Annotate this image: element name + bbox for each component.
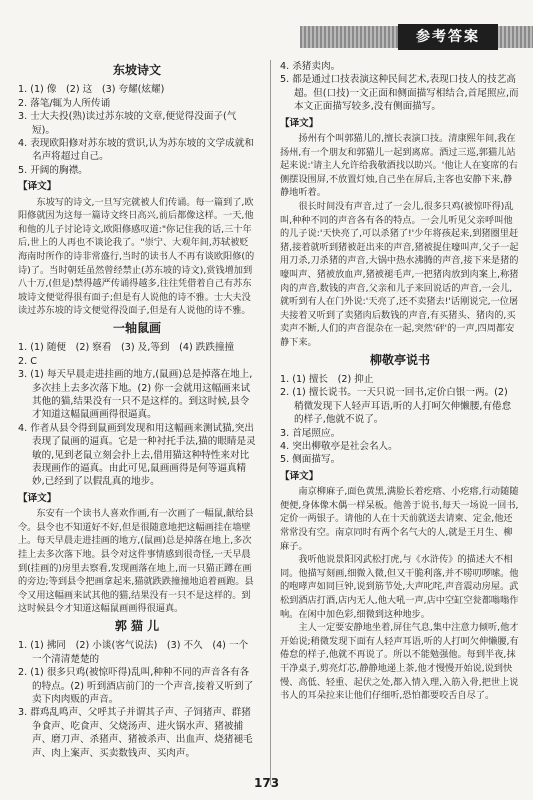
answer-list-dongpo [18, 83, 256, 177]
answer-item: 4. 作者从县令得到鼠画到发现和用这幅画来测试猫,突出表现了鼠画的逼真。它是一种衬托手法,猫的眼睛是灵敏的,见到老鼠立刻会扑上去,借用猫这种特性来对比表现画作的逼真。由此可见,鼠画画得是何等逼真精妙,已经到了以假乱真的地步。 [18, 422, 256, 488]
header-title: 参考答案 [398, 24, 498, 50]
right-column [280, 60, 520, 703]
answer-item: 3. 首尾照应。 [280, 427, 341, 439]
answer-list-liujingting [280, 373, 520, 467]
translation-paragraph: 很长时间没有声音,过了一会儿,很多只鸡(被惊吓得)乱叫,种种不同的声音各有各的特点。一会儿听见父亲呼叫他的儿子说:'天快亮了,可以杀猪了!'少年将孩起来,到猪圈里赶猪,接着就听到猪被赶出来的声音,猪被捉住嚎叫声,父子一起用刀杀,刀杀猪的声音,大锅中热水沸腾的声音,接下来是猪的嚎叫声、猪被放血声,猪被褪毛声,一把猪肉放到肉案上,称猪肉的声音,数钱的声音,父亲和儿子来回说话的声音,一会儿,就听到有人在门外说:'天亮了,还不卖猪去!'话刚说完,一位屠夫接着又听到了卖猪肉后数钱的声音,有买猪头、猪肉的,买卖声不断,人们的声音混杂在一起,突然'砰'的一声,四周都安静下来。 [280, 201, 519, 348]
translation-paragraph: 主人一定要安静地坐着,屏住气息,集中注意力倾听,他才开始说;稍微发现下面有人轻声耳语,听的人打呵欠伸懒腰,有倦怠的样子,他就不再说了。所以不能勉强他。每到半夜,抹干净桌子,剪亮灯芯,静静地递上茶,他才慢慢开始说,说到快慢、高低、轻重、起伏之处,都入情入理,入筋入骨,把世上说书人的耳朵拉来让他们仔细听,恐怕都要咬舌自尽了。 [280, 622, 519, 702]
answer-item: 3. 群鸡乱鸣声、父呼其子并谓其子声、子饲猪声、群猪争食声、吃食声、父烧汤声、进火锅水声、猪被捕声、磨刀声、杀猪声、猪被杀声、出血声、烧猪褪毛声、肉上案声、买卖数钱声、买肉声。 [18, 707, 253, 759]
answer-item: 3. (1) 每天早晨走进挂画的地方,(鼠画)总是掉落在地上,多次挂上去多次落下地。(2) 你一会就用这幅画来试其他的猫,结果没有一只不是这样的。到这时候,县令才知道这幅鼠画画得很逼真。 [18, 369, 253, 421]
section-title-shuhua: 一轴鼠画 [112, 321, 161, 335]
answer-item: 1. (1) 像 (2) 这 (3) 夸耀(炫耀) [18, 84, 165, 96]
watermark-logo [440, 760, 532, 794]
column-divider [270, 60, 271, 785]
answer-item: 4. 表现欧阳修对苏东坡的赏识,认为苏东坡的文学成就和名声将超过自己。 [18, 138, 254, 163]
answer-item: 1. (1) 擅长 (2) 抑止 [280, 373, 374, 385]
answer-item: 4. 杀猪卖肉。 [280, 61, 341, 72]
answer-list-shuhua [18, 341, 256, 488]
left-column [18, 60, 256, 760]
answer-item: 3. 士大夫投(熟)读过苏东坡的文章,便觉得没面子(气短)。 [18, 111, 237, 136]
translation-label: 【译文】 [280, 117, 319, 129]
answer-item: 4. 突出柳敬亭是社会名人。 [280, 440, 398, 452]
section-title-liujingting: 柳敬亭说书 [369, 352, 430, 367]
translation-paragraph: 扬州有个叫郭猫儿的,擅长表演口技。清康熙年间,我在扬州,有一个朋友和郭猫儿一起到离席。酒过三巡,郭猫儿站起来说:'请主人允许给我敬酒找以助兴。'他让人在宴席的右侧摆设围屏,不放置灯烛,自己坐在屏后,主客也安静下来,静静地听着。 [280, 133, 518, 199]
answer-item: 5. 都是通过口技表演这种民间艺术,表现口技人的技艺高超。但(口技)一文正面和侧面描写相结合,首尾照应,而本文正面描写较多,没有侧面描写。 [280, 74, 519, 113]
translation-label: 【译文】 [18, 181, 57, 193]
answer-item: 2. (1) 很多只鸡(被惊吓得)乱叫,种种不同的声音各有各的特点。(2) 听到酒店前门的一个声音,接着又听到了卖下肉肉贩的声音。 [18, 667, 254, 706]
answer-item: 1. (1) 拂同 (2) 小谈(客气说法) (3) 不久 (4) 一个一个清清楚楚的 [18, 640, 249, 665]
page-number: 173 [254, 776, 280, 790]
translation-paragraph: 东坡写的诗文,一旦写完就被人们传诵。每一篇到了,欧阳修就因为这每一篇诗文终日高兴,前后都像这样。一天,他和他的儿子讨论诗文,欧阳修感叹道:"你记住我的话,三十年后,世上的人再也不谈论我了。"崇宁、大观年间,苏轼被贬海南时所作的诗非常盛行,当时的读书人不再有谈欧阳修(的诗)了。当时朝廷虽然曾经禁止(苏东坡的诗文),赏钱增加到八十万,(但是)禁得越严传诵得越多,往往凭借着自己有苏东坡诗文便觉得很有面子;但是有人说他的诗不雅。士大夫没读过苏东坡的诗文便觉得没面子,但是有人说他的诗不雅。 [18, 196, 255, 317]
translation-paragraph: 我听他说景阳冈武松打虎,与《水浒传》的描述大不相同。他描写刻画,细微入微,但又干脆利落,并不唠叨啰嗦。他的咆哮声如同巨钟,说到筋节处,大声叱咤,声音震动房屋。武松到酒店打酒,店内无人,他大吼一声,店中空缸空瓮都嗡嗡作响。在闲中加色彩,细微到这种地步。 [280, 554, 519, 620]
answer-item: 5. 侧面描写。 [280, 454, 341, 466]
answer-item: 2. C [18, 355, 37, 367]
translation-label: 【译文】 [18, 492, 57, 504]
translation-paragraph: 东安有一个读书人喜欢作画,有一次画了一幅鼠,献给县令。县令也不知道好不好,但是很随意地把这幅画挂在墙壁上。每天早晨走进挂画的地方,(鼠画)总是掉落在地上,多次挂上去多次落下地。县令对这件事情感到很奇怪,一天早晨到(挂画的)房里去察看,发现画落在地上,而一只猫正蹲在画的旁边;等到县令把画拿起来,猫就跌跌撞撞地追着画跑。县令又用这幅画来试其他的猫,结果没有一只不是这样的。到这时候县令才知道这幅鼠画画得很逼真。 [18, 508, 254, 615]
translation-label: 【译文】 [280, 470, 319, 482]
translation-paragraph: 南京柳麻子,面色黄黑,满脸长着疙瘩、小疙瘩,行动随随便便,身体像木偶一样呆板。他善于说书,每天一场说一回书,定价一两银子。请他的人在十天前就送去请柬、定金,他还常常没有空。南京同时有两个名气大的人,就是王月生、柳麻子。 [280, 486, 519, 552]
section-title-guomaoer: 郭 猫 儿 [114, 619, 160, 634]
section-title-dongpo: 东坡诗文 [112, 63, 161, 77]
answer-item: 1. (1) 随便 (2) 察看 (3) 及,等到 (4) 跌跌撞撞 [18, 342, 235, 354]
answer-item: 2. 落笔/辄为人所传诵 [18, 97, 111, 109]
answer-item: 2. (1) 擅长说书。一天只说一回书,定价白银一两。(2) 稍微发现下人轻声耳语,听的人打呵欠伸懒腰,有倦怠的样子,他就不说了。 [280, 387, 512, 426]
answer-list-guomaoer [18, 639, 256, 760]
page-header [0, 0, 533, 58]
answer-item: 5. 开阔的胸襟。 [18, 164, 88, 176]
